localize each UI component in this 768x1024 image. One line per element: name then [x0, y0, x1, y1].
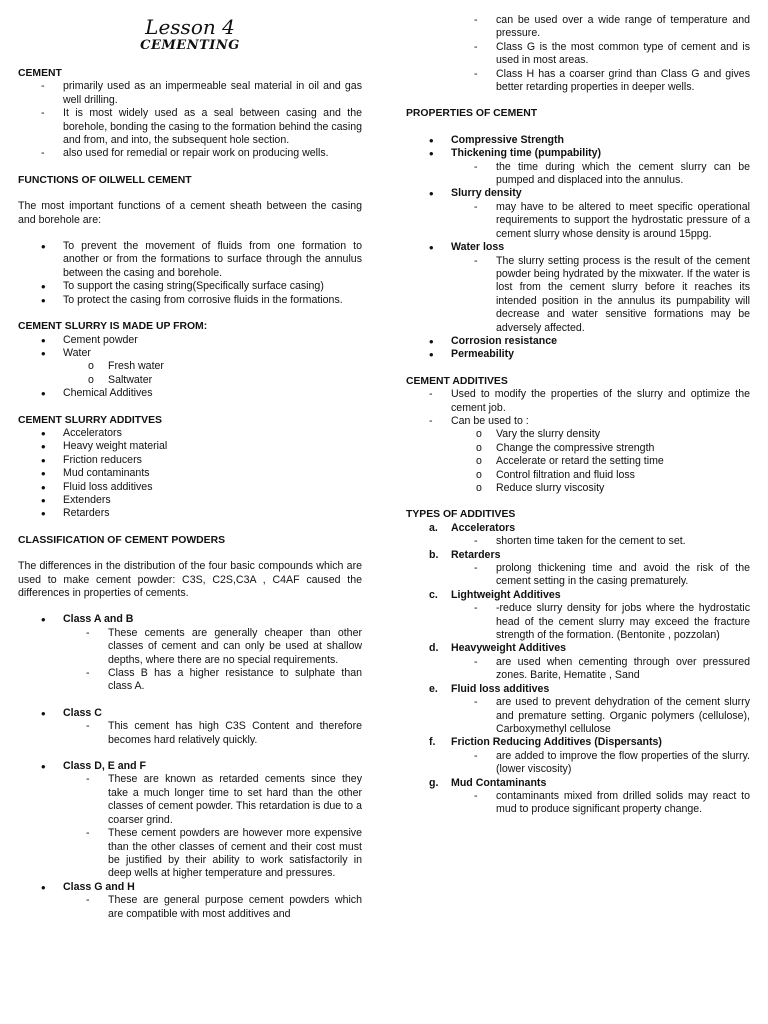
type-item	[429, 776, 750, 817]
type-item	[429, 548, 750, 589]
property-item	[451, 147, 750, 187]
list-item: - Class B has a higher resistance to sulphate than class A.	[108, 667, 362, 694]
class-name: Class D, E and F	[63, 760, 147, 773]
types-section	[406, 508, 750, 816]
list-item: • Cement powder	[63, 334, 362, 347]
list-item	[451, 415, 750, 495]
list-item: o Vary the slurry density	[496, 428, 750, 441]
list-item: - Class H has a coarser grind than Class G and gives better retarding properties in deeper wells.	[496, 68, 750, 95]
classification-heading: CLASSIFICATION OF CEMENT POWDERS	[18, 534, 226, 546]
type-item	[429, 642, 750, 682]
cement-additives-section	[406, 375, 750, 496]
type-letter: f.	[429, 736, 436, 749]
type-letter: c.	[429, 588, 438, 601]
list-item: • Accelerators	[63, 427, 362, 440]
type-letter: b.	[429, 548, 439, 561]
cement-additives-list	[406, 388, 750, 495]
type-item	[429, 682, 750, 737]
list-item: • To prevent the movement of fluids from one formation to another or from the formations to surface through the annulus between the casing and borehole.	[63, 240, 362, 280]
list-item: - prolong thickening time and avoid the risk of the cement setting in the casing prematurely.	[496, 562, 750, 589]
title-block	[18, 0, 362, 53]
slurry-section	[18, 320, 362, 400]
list-item: o Saltwater	[108, 374, 362, 387]
property-details	[451, 255, 750, 335]
type-letter: a.	[429, 521, 438, 534]
lesson-topic: CEMENTING	[140, 38, 240, 53]
property-item	[451, 134, 750, 147]
list-item: - primarily used as an impermeable seal material in oil and gas well drilling.	[63, 80, 362, 107]
properties-heading: PROPERTIES OF CEMENT	[406, 108, 538, 120]
class-g-h-details	[406, 14, 750, 94]
list-item: - also used for remedial or repair work on producing wells.	[63, 147, 362, 160]
cement-additives-heading: CEMENT ADDITIVES	[406, 375, 508, 387]
list-item: - These cements are generally cheaper than other classes of cement and can only be used at shallow depths, where there are no special requirements.	[108, 627, 362, 667]
property-name: Thickening time (pumpability)	[451, 147, 602, 160]
property-name: Compressive Strength	[451, 133, 565, 146]
cement-section	[18, 67, 362, 161]
list-item: - The slurry setting process is the result of the cement powder being hydrated by the mixwater. If the water is lost from the cement slurry before it reaches its intended position in the annulus its pumpability will decrease and water sensitive formations may be adversely affected.	[496, 255, 750, 335]
functions-intro: The most important functions of a cement sheath between the casing and borehole are:	[18, 200, 362, 226]
property-item	[451, 335, 750, 348]
type-details	[451, 750, 750, 777]
type-letter: e.	[429, 682, 438, 695]
property-item	[451, 187, 750, 241]
list-item: • To support the casing string(Specifically surface casing)	[63, 280, 362, 293]
classes-list	[18, 613, 362, 921]
class-g-h-continued	[406, 14, 750, 94]
list-item: o Control filtration and fluid loss	[496, 469, 750, 482]
list-item	[63, 347, 362, 387]
type-letter: g.	[429, 776, 439, 789]
list-item: • Extenders	[63, 494, 362, 507]
list-item: - This cement has high C3S Content and therefore becomes hard relatively quickly.	[108, 720, 362, 747]
slurry-additives-list	[18, 427, 362, 521]
list-item: o Accelerate or retard the setting time	[496, 455, 750, 468]
slurry-heading: CEMENT SLURRY IS MADE UP FROM:	[18, 321, 208, 333]
slurry-additives-section	[18, 414, 362, 521]
lesson-title: Lesson 4	[145, 15, 235, 39]
list-item: o Change the compressive strength	[496, 442, 750, 455]
property-details	[451, 161, 750, 188]
type-item	[429, 736, 750, 776]
class-item	[63, 707, 362, 747]
class-details	[63, 720, 362, 747]
property-name: Corrosion resistance	[451, 334, 557, 347]
class-details	[63, 627, 362, 694]
property-item	[451, 241, 750, 335]
list-item: - may have to be altered to meet specific operational requirements to support the hydrostatic pressure of a cement slurry whose density is around 15ppg.	[496, 201, 750, 241]
functions-list	[18, 240, 362, 307]
list-item: o Reduce slurry viscosity	[496, 482, 750, 495]
list-item: - -reduce slurry density for jobs where the hydrostatic head of the cement slurry may exceed the fracture strength of the formation. (Bentonite , pozzolan)	[496, 602, 750, 642]
type-details	[451, 562, 750, 589]
list-item: - contaminants mixed from drilled solids may react to mud to produce significant property change.	[496, 790, 750, 817]
left-column	[18, 0, 362, 921]
slurry-additives-heading: CEMENT SLURRY ADDITVES	[18, 414, 162, 426]
list-item: • To protect the casing from corrosive fluids in the formations.	[63, 294, 362, 307]
additive-uses-list	[451, 428, 750, 495]
properties-section	[406, 107, 750, 361]
type-letter: d.	[429, 642, 439, 655]
list-item: - Class G is the most common type of cement and is used in most areas.	[496, 41, 750, 68]
cement-heading: CEMENT	[18, 68, 62, 79]
type-name: Lightweight Additives	[451, 588, 561, 601]
properties-list	[406, 134, 750, 362]
type-name: Friction Reducing Additives (Dispersants)	[451, 736, 662, 749]
list-item: • Friction reducers	[63, 454, 362, 467]
type-details	[451, 535, 750, 548]
class-name: Class G and H	[63, 880, 135, 893]
class-item	[63, 760, 362, 881]
list-item: • Retarders	[63, 507, 362, 520]
list-item: o Fresh water	[108, 360, 362, 373]
type-name: Heavyweight Additives	[451, 642, 566, 655]
list-item: - the time during which the cement slurry can be pumped and displaced into the annulus.	[496, 161, 750, 188]
class-item	[63, 613, 362, 693]
property-item	[451, 348, 750, 361]
list-item: • Heavy weight material	[63, 440, 362, 453]
type-name: Fluid loss additives	[451, 682, 550, 695]
classification-intro: The differences in the distribution of the four basic compounds which are used to make cement powder: C3S, C2S,C3A , C4AF caused the differences in properties of cements.	[18, 560, 362, 599]
type-details	[451, 696, 750, 736]
list-item: - shorten time taken for the cement to set.	[496, 535, 750, 548]
type-details	[451, 602, 750, 642]
functions-heading: FUNCTIONS OF OILWELL CEMENT	[18, 174, 192, 186]
list-item: - are used when cementing through over pressured zones. Barite, Hematite , Sand	[496, 656, 750, 683]
list-item: - These cement powders are however more expensive than the other classes of cement and their cost must be justified by their ability to work satisfactorily in deep wells at higher temperature and pressures.	[108, 827, 362, 881]
types-list	[406, 522, 750, 817]
right-column	[406, 14, 750, 817]
type-name: Accelerators	[451, 521, 516, 534]
property-details	[451, 201, 750, 241]
list-item: - Used to modify the properties of the slurry and optimize the cement job.	[451, 388, 750, 415]
list-item-continued	[496, 14, 750, 41]
type-name: Mud Contaminants	[451, 776, 547, 789]
types-heading: TYPES OF ADDITIVES	[406, 509, 516, 521]
type-details	[451, 656, 750, 683]
property-name: Water loss	[451, 241, 505, 254]
list-item: • Chemical Additives	[63, 387, 362, 400]
list-item: - These are general purpose cement powders which are compatible with most additives and	[108, 894, 362, 921]
list-item: - It is most widely used as a seal between casing and the borehole, bonding the casing to the formation behind the casing and from, and into, the subsequent hole section.	[63, 107, 362, 147]
continued-text: can be used over a wide range of temperature and pressure.	[496, 14, 750, 40]
list-item: • Mud contaminants	[63, 467, 362, 480]
list-item: - are used to prevent dehydration of the cement slurry and premature setting. Organic polymers (cellulose), Carboxymethyl cellulose	[496, 696, 750, 736]
type-item	[429, 588, 750, 643]
type-item	[429, 521, 750, 549]
class-details	[63, 894, 362, 921]
classification-section	[18, 534, 362, 921]
list-item: • Fluid loss additives	[63, 481, 362, 494]
functions-section	[18, 174, 362, 307]
class-name: Class C	[63, 706, 102, 719]
property-name: Permeability	[451, 348, 515, 361]
type-details	[451, 790, 750, 817]
cement-list	[18, 80, 362, 160]
class-details	[63, 773, 362, 880]
list-item-label: Can be used to :	[451, 414, 529, 427]
water-types-list	[63, 360, 362, 387]
type-name: Retarders	[451, 548, 501, 561]
class-item	[63, 881, 362, 921]
list-item: - These are known as retarded cements since they take a much longer time to set hard than the other classes of cement powder. This retardation is due to a coarser grind.	[108, 773, 362, 827]
list-item: - are added to improve the flow properties of the slurry. (lower viscosity)	[496, 750, 750, 777]
class-name: Class A and B	[63, 613, 134, 626]
slurry-list	[18, 334, 362, 401]
property-name: Slurry density	[451, 187, 522, 200]
list-item-label: Water	[63, 346, 91, 359]
